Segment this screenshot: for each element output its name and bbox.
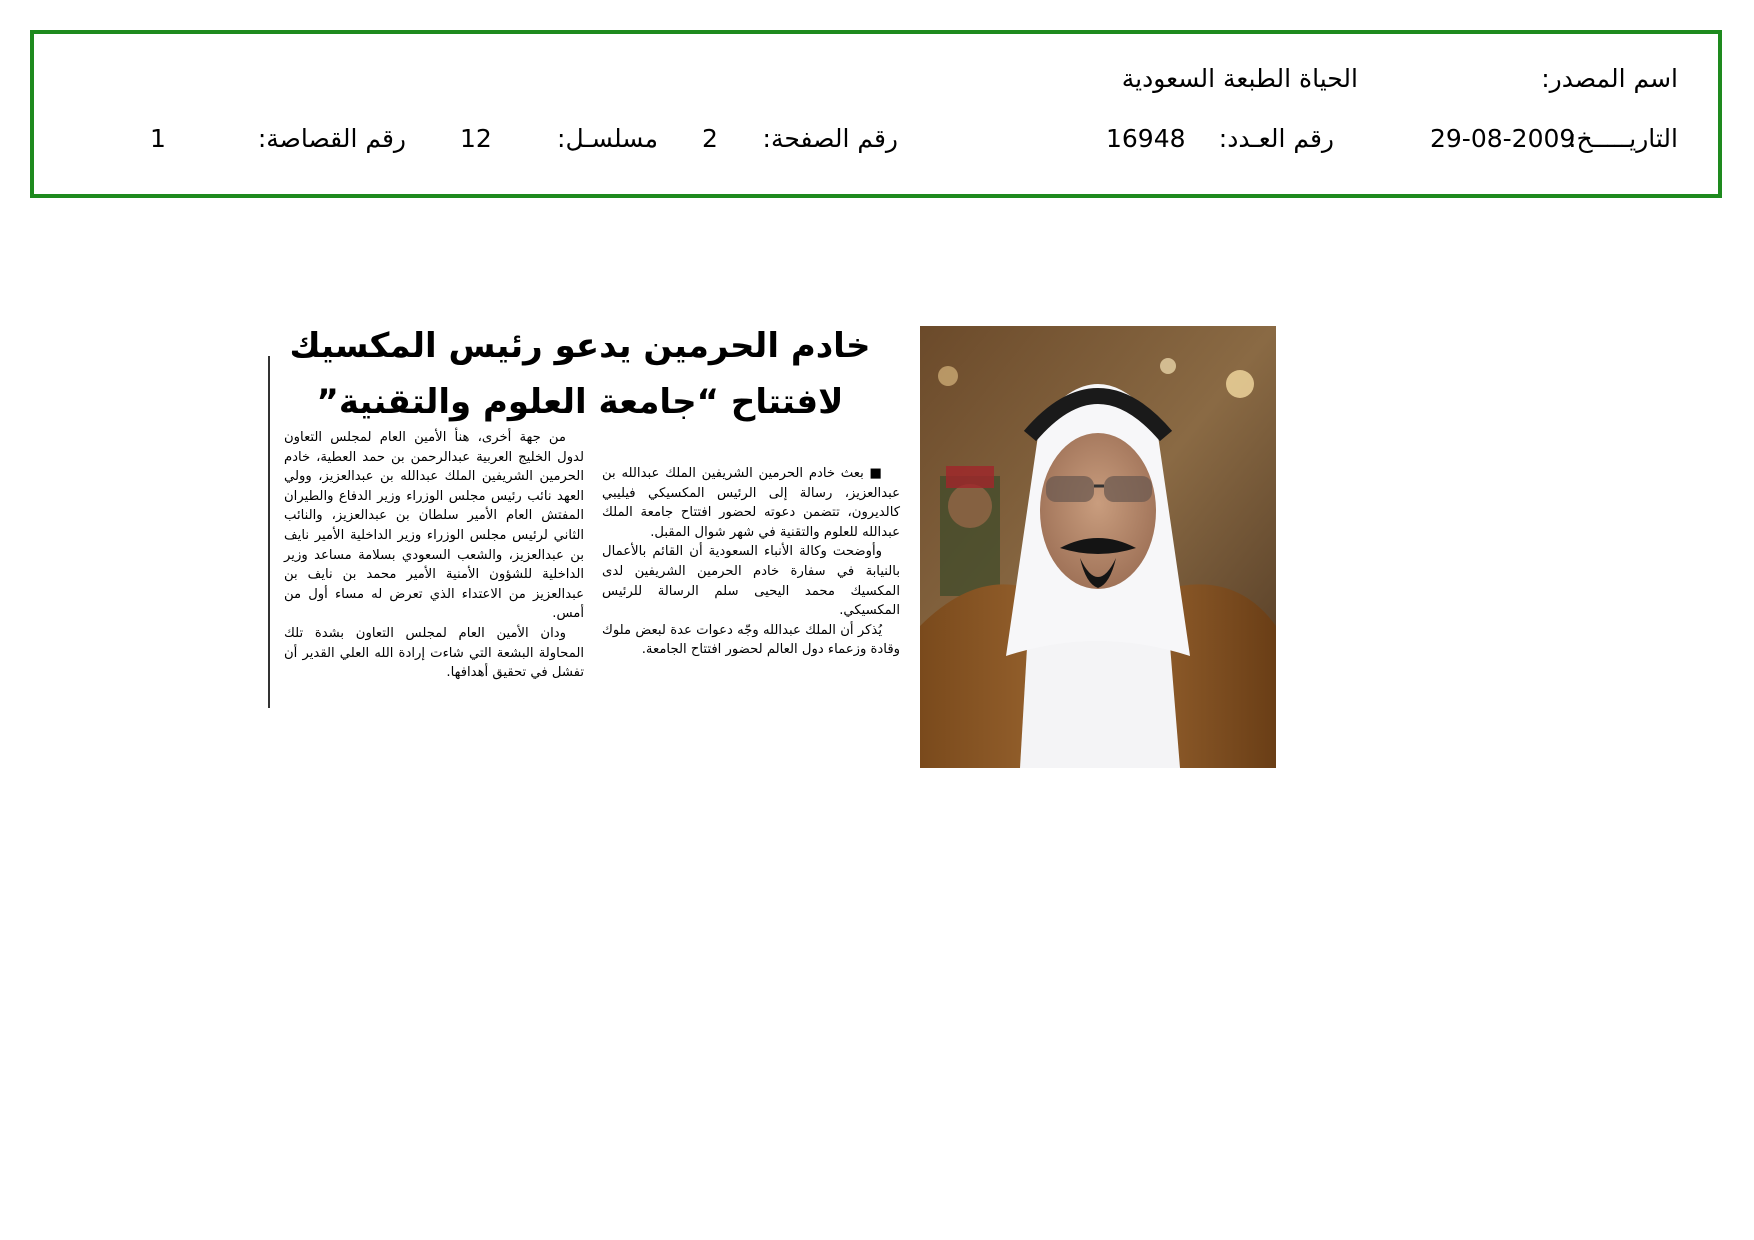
- clipping-value: 1: [150, 124, 166, 153]
- paragraph: من جهة أخرى، هنأ الأمين العام لمجلس التعاون لدول الخليج العربية عبدالرحمن بن حمد العطية، خادم الحرمين الشريفين الملك عبدالله بن عبدالعزيز، وولي العهد نائب رئيس مجلس الوزراء وزير الدفاع والطيران المفتش العام الأمير سلطان بن عبدالعزيز، والنائب الثاني لرئيس مجلس الوزراء وزير الداخلية الأمير نايف بن عبدالعزيز، والشعب السعودي بسلامة مساعد وزير الداخلية للشؤون الأمنية الأمير محمد بن نايف بن عبدالعزيز من الاعتداء الذي تعرض له مساء أول من أمس.: [284, 430, 584, 622]
- serial-value: 12: [460, 124, 492, 153]
- article-column-right: [602, 464, 900, 660]
- clipping-label: رقم القصاصة:: [257, 124, 406, 153]
- column-rule: [268, 356, 270, 708]
- article-column-left: [284, 428, 584, 683]
- page-value: 2: [702, 124, 718, 153]
- issue-value: 16948: [1106, 124, 1186, 153]
- page-label: رقم الصفحة:: [762, 124, 898, 153]
- paragraph: ودان الأمين العام لمجلس التعاون بشدة تلك المحاولة البشعة التي شاءت إرادة الله العلي القدير أن تفشل في تحقيق أهدافها.: [284, 625, 584, 681]
- clipping-info-frame: [30, 30, 1722, 198]
- paragraph: وأوضحت وكالة الأنباء السعودية أن القائم بالأعمال بالنيابة في سفارة خادم الحرمين الشريفين لدى المكسيك محمد اليحيى سلم الرسالة للرئيس المكسيكي.: [602, 544, 900, 619]
- source-label: اسم المصدر:: [1541, 64, 1678, 93]
- date-value: 29-08-2009: [1430, 124, 1576, 153]
- headline-line-2: لافتتاح “جامعة العلوم والتقنية”: [316, 382, 844, 422]
- portrait-image: [920, 326, 1276, 768]
- article-headline: [270, 318, 890, 430]
- issue-label: رقم العـدد:: [1218, 124, 1334, 153]
- serial-label: مسلسـل:: [557, 124, 658, 153]
- article-photo: [920, 326, 1276, 768]
- paragraph: يُذكر أن الملك عبدالله وجّه دعوات عدة لبعض ملوك وقادة وزعماء دول العالم لحضور افتتاح الجامعة.: [602, 622, 900, 658]
- source-value: الحياة الطبعة السعودية: [1121, 64, 1358, 93]
- headline-line-1: خادم الحرمين يدعو رئيس المكسيك: [289, 326, 871, 366]
- paragraph: ■ بعث خادم الحرمين الشريفين الملك عبدالله بن عبدالعزيز، رسالة إلى الرئيس المكسيكي فيليبي كالديرون، تتضمن دعوته لحضور افتتاح جامعة الملك عبدالله للعلوم والتقنية في شهر شوال المقبل.: [602, 466, 900, 540]
- date-label: التاريـــــخ:: [1568, 124, 1678, 153]
